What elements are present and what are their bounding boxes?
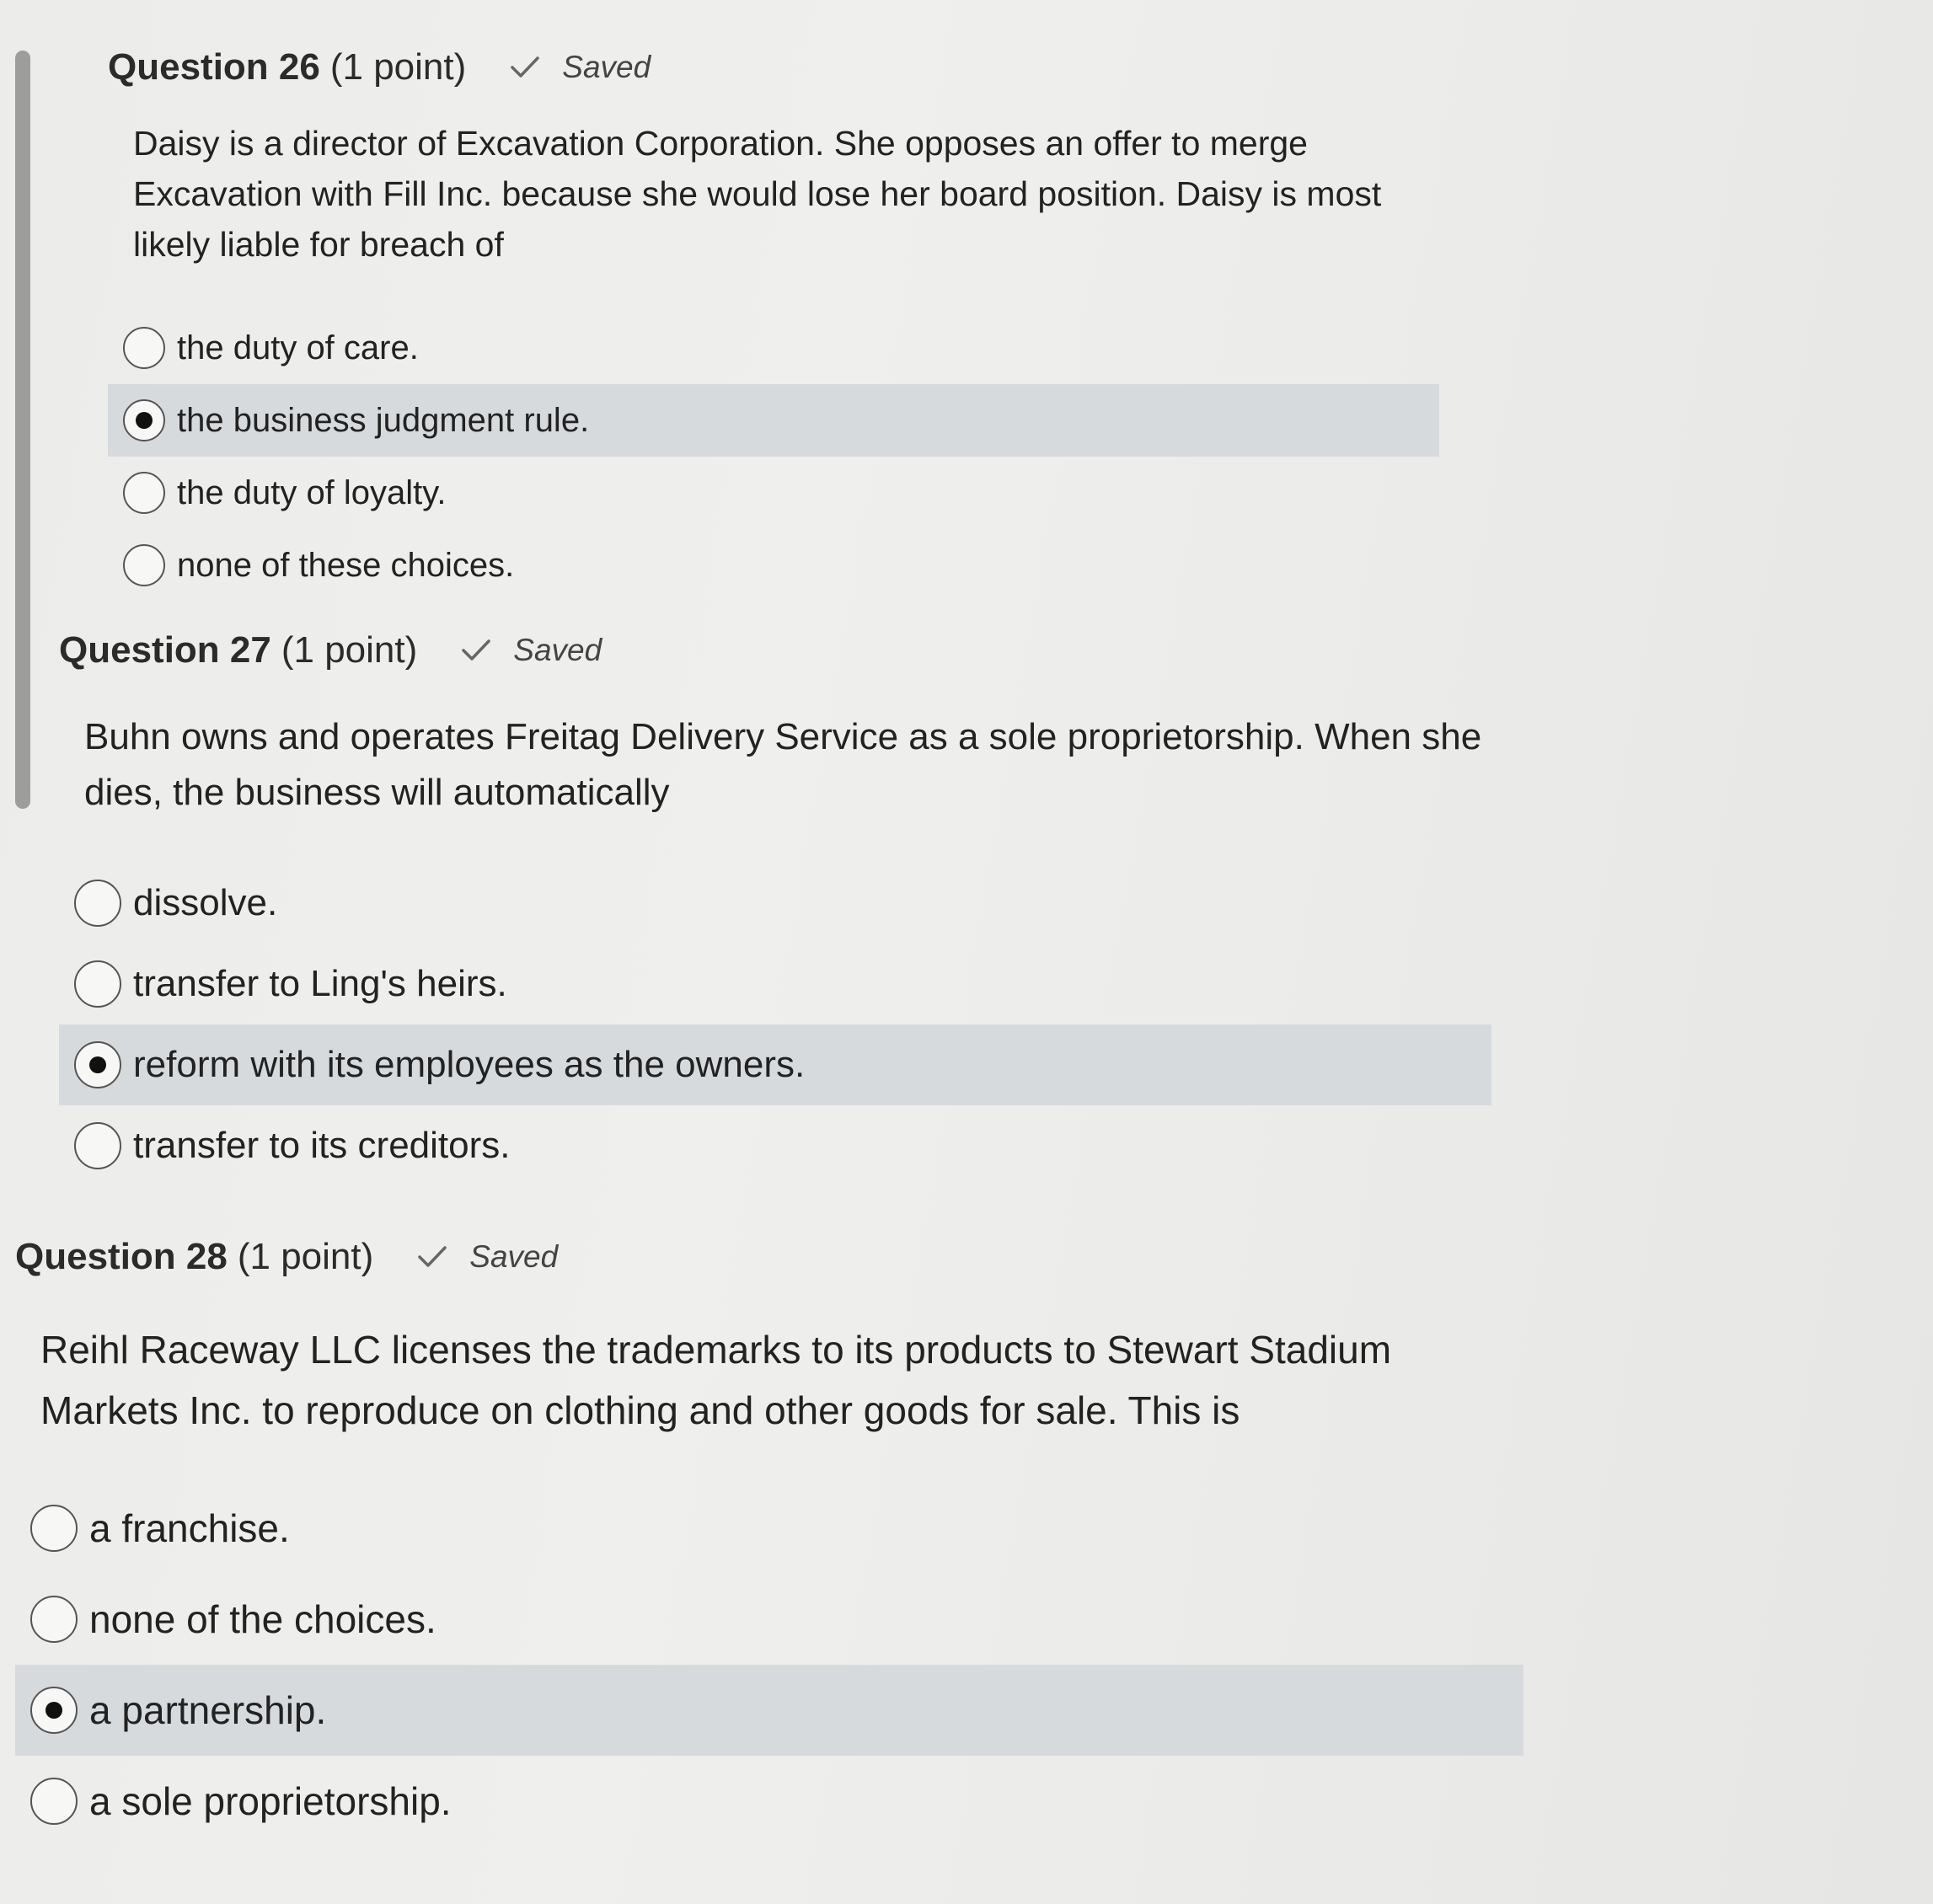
radio-unselected-icon[interactable]: [74, 960, 121, 1008]
saved-label: Saved: [513, 633, 602, 667]
answer-label[interactable]: the duty of loyalty.: [177, 473, 447, 511]
radio-unselected-icon[interactable]: [74, 880, 121, 927]
answer-label[interactable]: dissolve.: [133, 882, 278, 923]
question-points: (1 point): [329, 46, 467, 88]
radio-selected-icon[interactable]: [74, 1041, 121, 1088]
answer-option[interactable]: [15, 1483, 1523, 1574]
answer-option[interactable]: [108, 312, 1439, 384]
question-title: Question 27: [59, 629, 271, 671]
answer-label[interactable]: a partnership.: [89, 1688, 327, 1732]
answer-options: [108, 312, 1439, 602]
saved-label: Saved: [469, 1239, 559, 1274]
saved-status: [461, 633, 602, 668]
checkmark-icon: [510, 55, 540, 80]
answer-options: [15, 1483, 1523, 1847]
answer-options: [59, 863, 1491, 1186]
question-27: [59, 623, 1491, 1186]
answer-label[interactable]: none of the choices.: [89, 1597, 436, 1641]
answer-option[interactable]: [15, 1574, 1523, 1665]
answer-label[interactable]: transfer to its creditors.: [133, 1125, 511, 1166]
answer-label[interactable]: a sole proprietorship.: [89, 1779, 452, 1823]
answer-label[interactable]: reform with its employees as the owners.: [133, 1044, 806, 1085]
question-points: (1 point): [237, 1236, 374, 1277]
checkmark-icon: [417, 1244, 447, 1270]
radio-unselected-icon[interactable]: [123, 544, 165, 586]
radio-unselected-icon[interactable]: [30, 1778, 78, 1825]
answer-option[interactable]: [108, 529, 1439, 602]
answer-label[interactable]: none of these choices.: [177, 546, 515, 584]
question-28: [15, 1230, 1523, 1847]
question-26: [108, 40, 1439, 602]
answer-option[interactable]: [59, 1105, 1491, 1186]
question-title: Question 26: [108, 46, 320, 88]
radio-selected-icon[interactable]: [30, 1687, 78, 1734]
radio-dot: [89, 1056, 106, 1073]
answer-label[interactable]: transfer to Ling's heirs.: [133, 963, 507, 1004]
answer-option[interactable]: [108, 457, 1439, 529]
question-points: (1 point): [281, 629, 418, 671]
radio-unselected-icon[interactable]: [30, 1596, 78, 1643]
scrollbar-thumb[interactable]: [15, 51, 30, 809]
answer-option[interactable]: [15, 1756, 1523, 1847]
scrollbar[interactable]: [15, 34, 34, 809]
radio-dot: [46, 1702, 62, 1719]
answer-label[interactable]: a franchise.: [89, 1506, 290, 1550]
question-text: Daisy is a director of Excavation Corporation. She opposes an offer to merge Excavation with Fill Inc. because she would lose her board position. Daisy is most likely liable for breach of: [133, 124, 1382, 264]
radio-selected-icon[interactable]: [123, 399, 165, 441]
radio-unselected-icon[interactable]: [123, 327, 165, 369]
question-text: Reihl Raceway LLC licenses the trademarks to its products to Stewart Stadium Markets Inc. to reproduce on clothing and other goods for sale. This is: [40, 1328, 1392, 1432]
saved-status: [510, 50, 651, 85]
answer-label[interactable]: the duty of care.: [177, 329, 419, 366]
answer-option-selected[interactable]: [108, 384, 1439, 457]
question-header: [59, 623, 1491, 677]
checkmark-icon: [461, 638, 491, 663]
answer-option-selected[interactable]: [15, 1665, 1523, 1756]
answer-option[interactable]: [59, 863, 1491, 944]
question-header: [15, 1230, 1523, 1284]
radio-dot: [136, 412, 153, 429]
question-text: Buhn owns and operates Freitag Delivery Service as a sole proprietorship. When she dies, the business will automatically: [84, 716, 1482, 813]
radio-unselected-icon[interactable]: [74, 1122, 121, 1169]
answer-option[interactable]: [59, 944, 1491, 1024]
radio-unselected-icon[interactable]: [30, 1505, 78, 1552]
answer-label[interactable]: the business judgment rule.: [177, 401, 590, 439]
saved-label: Saved: [562, 50, 651, 84]
radio-unselected-icon[interactable]: [123, 472, 165, 514]
saved-status: [417, 1239, 558, 1275]
answer-option-selected[interactable]: [59, 1024, 1491, 1105]
question-header: [108, 40, 1439, 94]
question-title: Question 28: [15, 1236, 228, 1277]
